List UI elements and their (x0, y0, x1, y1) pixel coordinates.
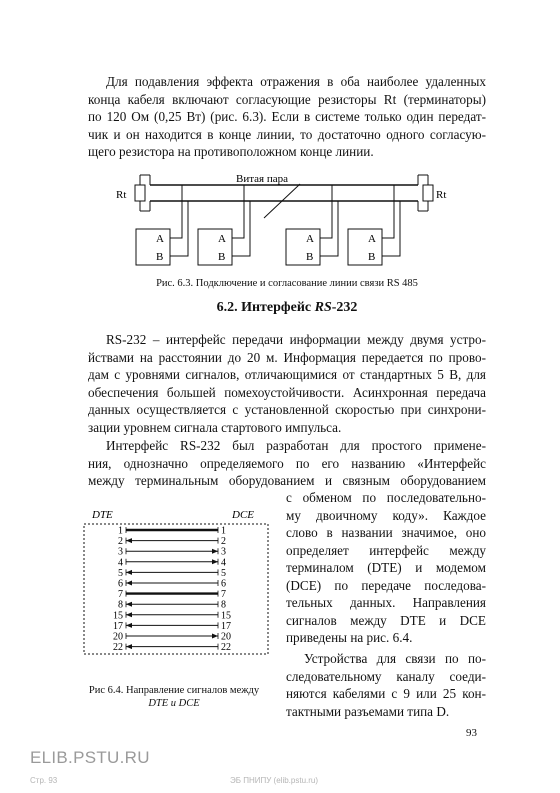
dce-pin-label: 4 (221, 557, 226, 569)
dce-pin-label: 2 (221, 536, 226, 548)
footer-source: ЭБ ПНИПУ (elib.pstu.ru) (230, 776, 319, 785)
paragraph-2-line: дам с уровнями сигналов, отличающимися от стандартных 5 В, для (88, 367, 486, 382)
paragraph-4-line: следовательному каналу соеди- (286, 668, 486, 684)
node-label: A (218, 233, 226, 245)
dte-pin-label: 17 (113, 620, 123, 632)
paragraph-4-line: тактными разъемами типа D. (286, 703, 450, 719)
footer-page-label: Стр. 93 (30, 776, 58, 785)
paragraph-3 (88, 437, 486, 490)
paragraph-3-line: ния, однозначно определяемого по его названию «Интерфейс (88, 455, 486, 471)
figure-6-3-diagram (0, 170, 560, 270)
dce-pin-label: 20 (221, 631, 231, 643)
signal-arrow (126, 538, 132, 543)
dce-pin-label: 3 (221, 546, 226, 558)
node-label: A (368, 233, 376, 245)
dte-pin-label: 1 (118, 525, 123, 537)
signal-arrow (126, 644, 132, 649)
dce-pin-label: 15 (221, 610, 231, 622)
dce-pin-label: 5 (221, 567, 226, 579)
paragraph-1-line: по 120 Ом (0,25 Вт) (рис. 6.3). Если в системе только один передат- (88, 109, 486, 124)
node-label: B (218, 251, 226, 263)
signal-arrow (126, 602, 132, 607)
dte-pin-label: 20 (113, 631, 123, 643)
signal-arrow (126, 570, 132, 575)
signal-arrow (212, 559, 218, 564)
paragraph-1-line: конца кабеля включают согласующие резисторы Rt (терминаторы) (88, 91, 486, 107)
paragraph-1 (88, 73, 486, 161)
dce-pin-label: 17 (221, 620, 231, 632)
dte-pin-label: 8 (118, 599, 123, 611)
paragraph-3-line: Интерфейс RS-232 был разработан для простого примене- (106, 438, 486, 453)
paragraph-2-line: зации уровнем сигнала стартового импульса. (88, 419, 342, 435)
paragraph-2-line: RS-232 – интерфейс передачи информации между двумя устро- (106, 332, 486, 347)
paragraph-2-line: данных осуществляется с установленной скоростью при синхрони- (88, 402, 486, 417)
dce-pin-label: 7 (221, 589, 226, 601)
dce-header: DCE (232, 509, 254, 521)
paragraph-3-wrap (286, 489, 486, 647)
paragraph-3-wrap-line: (DCE) по передаче последова- (286, 577, 486, 593)
section-title-prefix: Интерфейс (241, 300, 312, 315)
dte-pin-label: 22 (113, 642, 123, 654)
section-heading (88, 300, 486, 316)
signal-arrow (126, 612, 132, 617)
figure-6-3-caption: Рис. 6.3. Подключение и согласование линии связи RS 485 (156, 278, 418, 289)
paragraph-2-line: обеспечения большей помехоустойчивости. Асинхронная передача (88, 384, 486, 400)
figure-6-4-diagram (82, 508, 272, 658)
dte-pin-label: 3 (118, 546, 123, 558)
paragraph-2-line: йствами на расстоянии до 20 м. Информация передается по прово- (88, 349, 486, 365)
paragraph-3-wrap-line: приведены на рис. 6.4. (286, 630, 413, 645)
paragraph-4 (286, 650, 486, 720)
dce-pin-label: 22 (221, 642, 231, 654)
node-label: A (156, 233, 164, 245)
dce-pin-label: 6 (221, 578, 226, 590)
signal-arrow (126, 623, 132, 628)
paragraph-4-line: Устройства для связи по по- (304, 651, 486, 666)
figure-6-4-caption-line1: Рис 6.4. Направление сигналов между (88, 685, 260, 696)
footer-logo: ELIB.PSTU.RU (30, 748, 150, 767)
figure-6-4-caption (74, 684, 274, 710)
paragraph-1-line: щего резистора на противоположном конце линии. (88, 144, 374, 159)
figure-6-4-caption-line2: DTE и DCE (148, 698, 200, 709)
node-label: B (368, 251, 376, 263)
paragraph-3-wrap-line: терминалом (DTE) и модемом (286, 560, 486, 575)
node-label: A (306, 233, 314, 245)
paragraph-3-line: между терминальным оборудованием и связным оборудованием (88, 473, 486, 488)
dte-header: DTE (92, 509, 113, 521)
dce-pin-label: 1 (221, 525, 226, 537)
dte-pin-label: 2 (118, 536, 123, 548)
paragraph-1-line: чик и он находится в конце линии, то достаточно одного согласую- (88, 126, 486, 142)
node-label: B (306, 251, 314, 263)
resistor-label-right: Rt (436, 189, 447, 201)
dte-pin-label: 5 (118, 567, 123, 579)
twisted-pair-label: Витая пара (235, 173, 289, 185)
paragraph-2 (88, 331, 486, 436)
signal-arrow (212, 549, 218, 554)
section-title-suffix: -232 (331, 300, 358, 315)
paragraph-3-wrap-line: сигналов между DTE и DCE (286, 612, 486, 628)
paragraph-3-wrap-line: с обменом по последовательно- (286, 490, 486, 505)
page-number: 93 (466, 727, 477, 739)
paragraph-3-wrap-line: му двоичному коду». Каждое (286, 507, 486, 523)
paragraph-4-line: няются кабелями с 9 или 25 кон- (286, 686, 486, 701)
dte-pin-label: 4 (118, 557, 123, 569)
paragraph-1-line: Для подавления эффекта отражения в оба наиболее удаленных (106, 74, 486, 89)
dte-pin-label: 15 (113, 610, 123, 622)
section-number: 6.2. (216, 300, 238, 315)
dte-pin-label: 7 (118, 589, 123, 601)
paragraph-3-wrap-line: тельных данных. Направления (286, 595, 486, 610)
paragraph-3-wrap-line: определяет интерфейс между (286, 542, 486, 558)
paragraph-3-wrap-line: слово в названии значимое, оно (286, 525, 486, 540)
signal-arrow (212, 634, 218, 639)
resistor-label-left: Rt (116, 189, 127, 201)
signal-arrow (126, 581, 132, 586)
dte-pin-label: 6 (118, 578, 123, 590)
node-label: B (156, 251, 164, 263)
dce-pin-label: 8 (221, 599, 226, 611)
section-title-italic: RS (314, 300, 332, 315)
